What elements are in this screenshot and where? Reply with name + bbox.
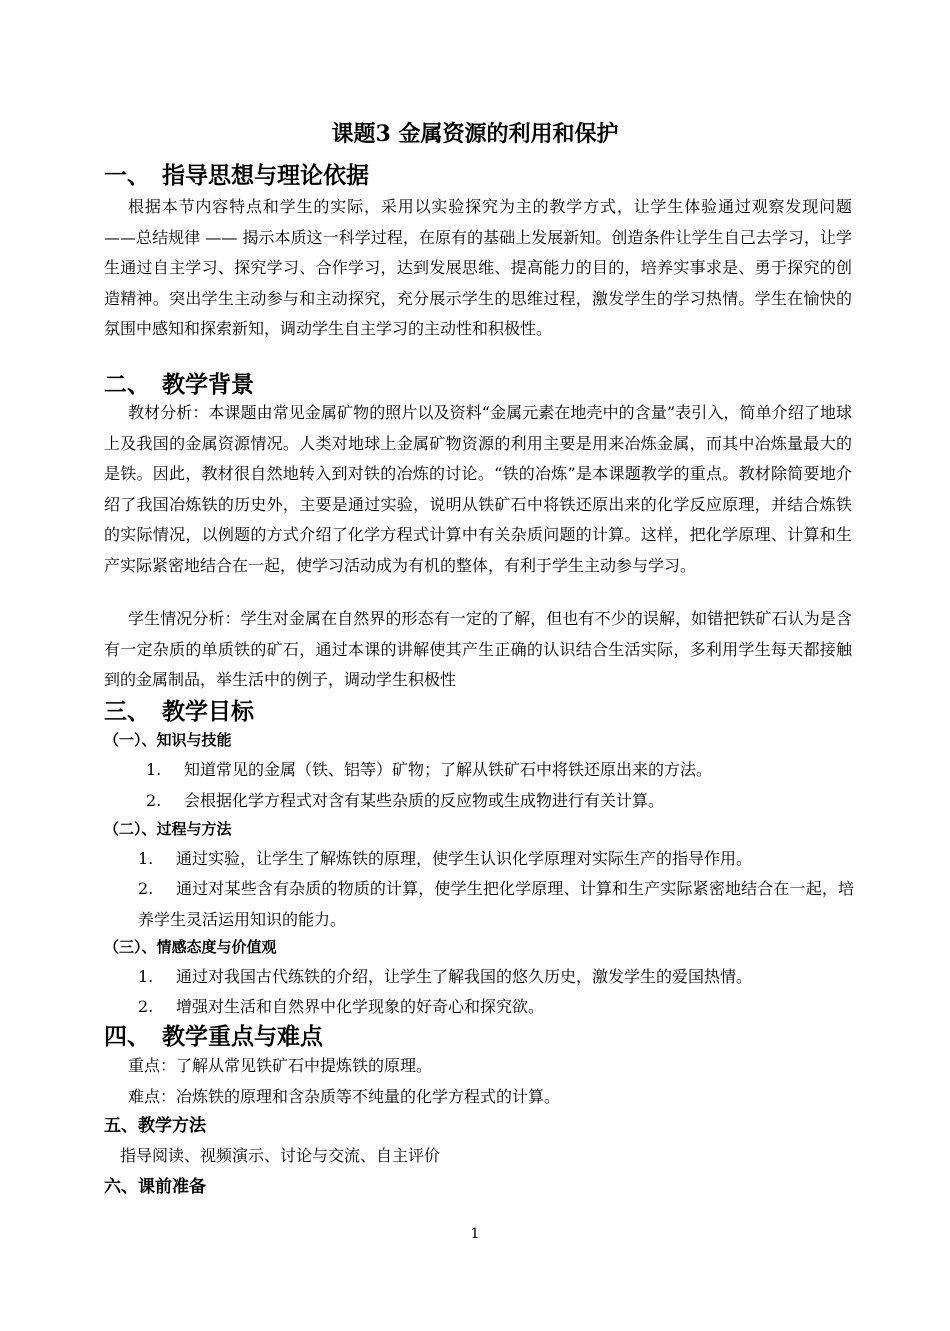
- section-1-number: 一、: [104, 162, 150, 189]
- page-number: 1: [470, 1226, 480, 1242]
- section-2-paragraph-2: 学生情况分析：学生对金属在自然界的形态有一定的了解，但也有不少的误解，如错把铁矿石认为是含有一定杂质的单质铁的矿石，通过本课的讲解使其产生正确的认识结合生活实际，多利用学生每天都接触到的金属制品，举生活中的例子，调动学生积极性: [104, 609, 852, 689]
- difficult-point: 难点：冶炼铁的原理和含杂质等不纯量的化学方程式的计算。: [128, 1087, 561, 1106]
- subsection-process-heading: （二）、过程与方法: [104, 820, 232, 838]
- section-2-heading: [104, 369, 254, 401]
- key-point: 重点：了解从常见铁矿石中提炼铁的原理。: [128, 1056, 433, 1075]
- section-2-title: 教学背景: [162, 371, 254, 398]
- list-item: 1. 通过实验，让学生了解炼铁的原理，使学生认识化学原理对实际生产的指导作用。: [138, 849, 753, 868]
- section-3-number: 三、: [104, 698, 150, 725]
- section-1-title: 指导思想与理论依据: [162, 162, 369, 189]
- section-1-heading: [104, 160, 369, 192]
- section-2-paragraph-1: 教材分析：本课题由常见金属矿物的照片以及资料“金属元素在地壳中的含量”表引入，简单介绍了地球上及我国的金属资源情况。人类对地球上金属矿物资源的利用主要是用来冶炼金属，而其中冶炼量最大的是铁。因此，教材很自然地转入到对铁的冶炼的讨论。“铁的冶炼”是本课题教学的重点。教材除简要地介绍了我国冶炼铁的历史外，主要是通过实验，说明从铁矿石中将铁还原出来的化学反应原理，并结合炼铁的实际情况，以例题的方式介绍了化学方程式计算中有关杂质问题的计算。这样，把化学原理、计算和生产实际紧密地结合在一起，使学习活动成为有机的整体，有利于学生主动参与学习。: [104, 403, 852, 575]
- section-5-heading: 五、教学方法: [104, 1116, 206, 1136]
- subsection-emotion-heading: （三）、情感态度与价值观: [104, 938, 277, 956]
- document-title: 课题3 金属资源的利用和保护: [331, 121, 619, 147]
- section-4-title: 教学重点与难点: [162, 1023, 323, 1050]
- list-item: 2. 增强对生活和自然界中化学现象的好奇心和探究欲。: [138, 997, 545, 1016]
- section-1-paragraph: 根据本节内容特点和学生的实际，采用以实验探究为主的教学方式，让学生体验通过观察发现问题 ——总结规律 —— 揭示本质这一科学过程，在原有的基础上发展新知。创造条件让学生自己去学习，让学生通过自主学习、探究学习、合作学习，达到发展思维、提高能力的目的，培养实事求是、勇于探究的创造精神。突出学生主动参与和主动探究，充分展示学生的思维过程，激发学生的学习热情。学生在愉快的氛围中感知和探索新知，调动学生自主学习的主动性和积极性。: [104, 197, 852, 338]
- teaching-methods: 指导阅读、视频演示、讨论与交流、自主评价: [120, 1146, 441, 1165]
- section-3-title: 教学目标: [162, 698, 254, 725]
- list-item: 2. 会根据化学方程式对含有某些杂质的反应物或生成物进行有关计算。: [146, 791, 665, 810]
- list-item: 1. 知道常见的金属（铁、铝等）矿物；了解从铁矿石中将铁还原出来的方法。: [146, 760, 713, 779]
- section-6-heading: 六、课前准备: [104, 1177, 206, 1197]
- list-item: 1. 通过对我国古代练铁的介绍，让学生了解我国的悠久历史，激发学生的爱国热情。: [138, 967, 753, 986]
- section-2-number: 二、: [104, 371, 150, 398]
- list-item: 2. 通过对某些含有杂质的物质的计算，使学生把化学原理、计算和生产实际紧密地结合在一起，培养学生灵活运用知识的能力。: [138, 879, 854, 929]
- section-4-heading: [104, 1021, 323, 1053]
- section-3-heading: [104, 696, 254, 728]
- subsection-knowledge-heading: （一）、知识与技能: [104, 731, 232, 749]
- section-4-number: 四、: [104, 1023, 150, 1050]
